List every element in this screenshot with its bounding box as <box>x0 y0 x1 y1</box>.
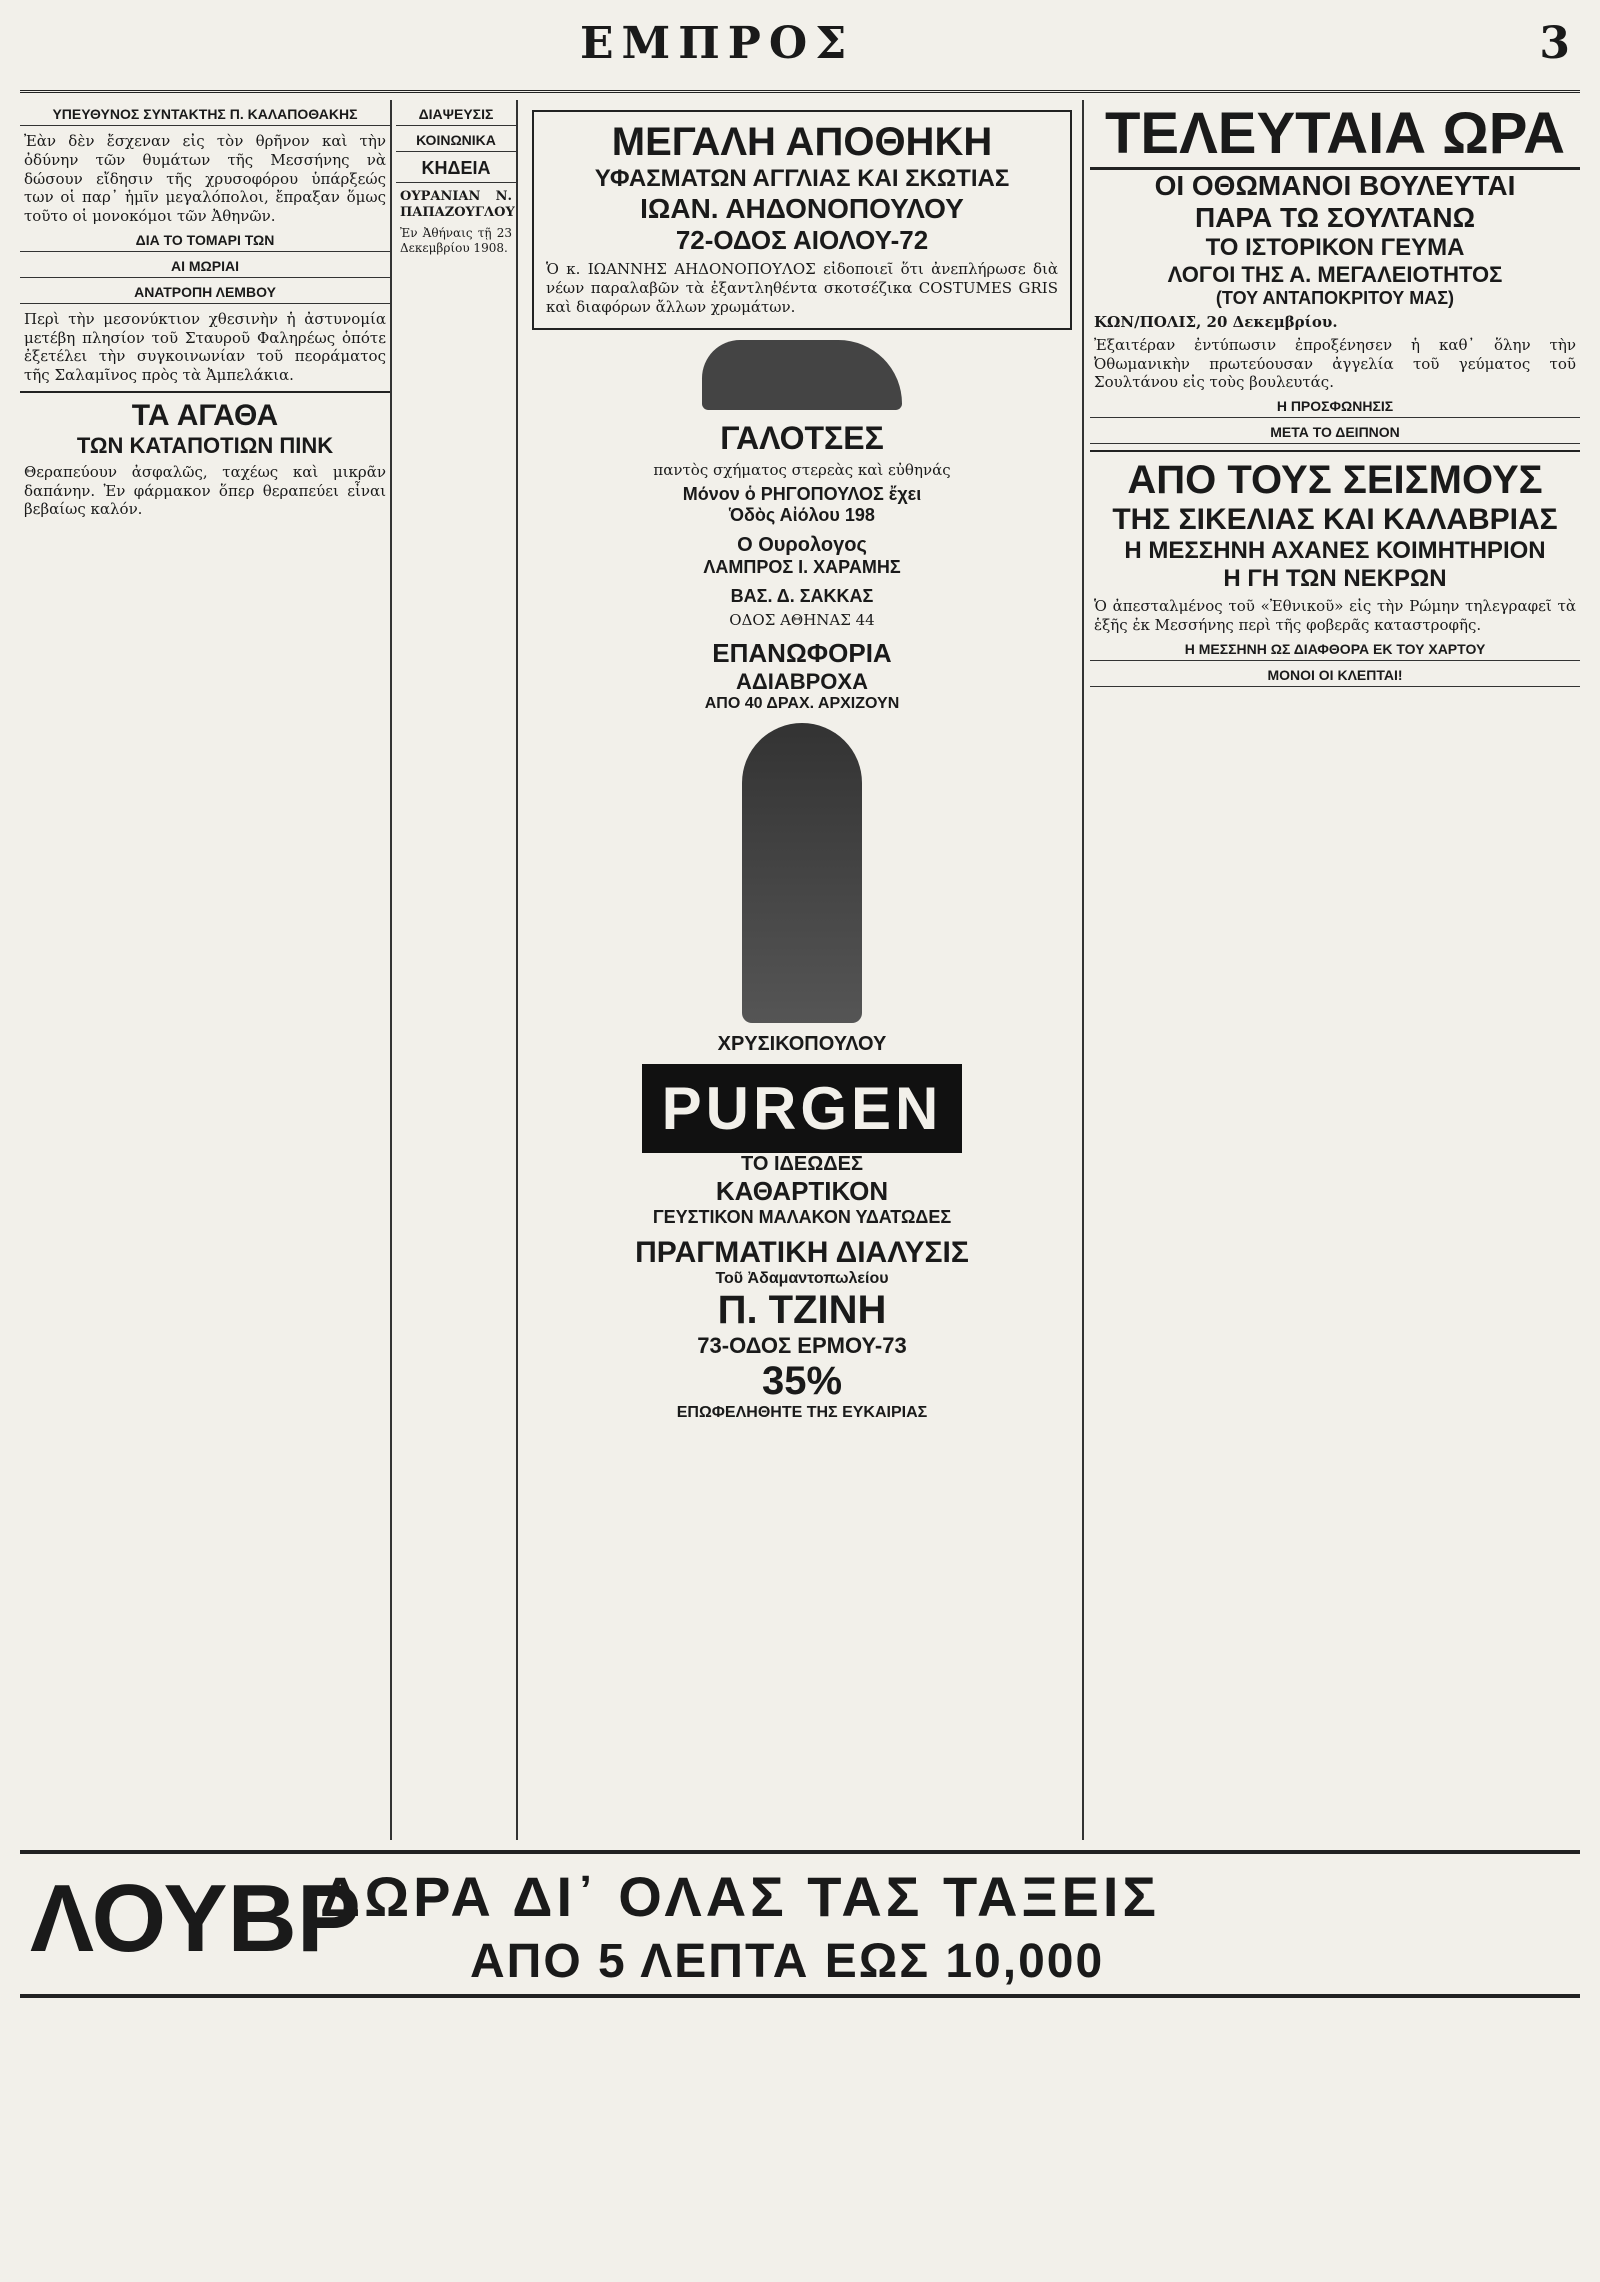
coat-price: ΑΠΟ 40 ΔΡΑΧ. ΑΡΧΙΖΟΥΝ <box>704 694 900 712</box>
editor-heading: ΥΠΕΥΘΥΝΟΣ ΣΥΝΤΑΚΤΗΣ Π. ΚΑΛΑΠΟΘΑΚΗΣ <box>20 106 390 126</box>
notice-date: Ἐν Ἀθήναις τῇ 23 Δεκεμβρίου 1908. <box>400 225 512 255</box>
coat-title: ΕΠΑΝΩΦΟΡΙΑ <box>712 637 892 668</box>
footer-line-2: ΑΠΟ 5 ΛΕΠΤΑ ΕΩΣ 10,000 <box>470 1935 1105 1988</box>
sale-address: 73-ΟΔΟΣ ΕΡΜΟΥ-73 <box>697 1332 907 1358</box>
coat-vendor: ΧΡΥΣΙΚΟΠΟΥΛΟΥ <box>717 1032 887 1055</box>
article-paragraph: Ὁ ἀπεσταλμένος τοῦ «Ἐθνικοῦ» εἰς τὴν Ρώμην τηλεγραφεῖ τὰ ἑξῆς ἐκ Μεσσήνης περὶ τῆς φοβερᾶς καταστροφῆς. <box>1094 597 1576 634</box>
newspaper-title: ΕΜΠΡΟΣ <box>580 18 855 69</box>
deceased-name: ΟΥΡΑΝΙΑΝ Ν. ΠΑΠΑΖΟΥΓΛΟΥ <box>400 189 515 221</box>
column-1 <box>20 100 392 1840</box>
section-subheading: ΑΙ ΜΩΡΙΑΙ <box>20 258 390 278</box>
headline: ΠΑΡΑ ΤΩ ΣΟΥΛΤΑΝΩ <box>1194 202 1476 233</box>
ad-title: ΤΩΝ ΚΑΤΑΠΟΤΙΩΝ ΠΙΝΚ <box>76 432 334 458</box>
louvre-logo: ΛΟΥΒΡ <box>30 1865 361 1972</box>
galoshes-advert <box>522 340 1082 526</box>
section-subheading: Η ΜΕΣΣΗΝΗ ΩΣ ΔΙΑΦΘΟΡΑ ΕΚ ΤΟΥ ΧΑΡΤΟΥ <box>1090 641 1580 661</box>
column-4 <box>1090 100 1580 1840</box>
headline: ΟΙ ΟΘΩΜΑΝΟΙ ΒΟΥΛΕΥΤΑΙ <box>1154 170 1516 201</box>
section-subheading: ΜΟΝΟΙ ΟΙ ΚΛΕΠΤΑΙ! <box>1090 667 1580 687</box>
purgen-tagline-2: ΚΑΘΑΡΤΙΚΟΝ <box>715 1175 889 1206</box>
store-body: Ὁ κ. ΙΩΑΝΝΗΣ ΑΗΔΟΝΟΠΟΥΛΟΣ εἰδοποιεῖ ὅτι ἀνεπλήρωσε διὰ νέων παραλαβῶν τὰ ἐξαντληθέντα σκοτσέζικα COSTUMES GRIS καὶ διαφόρων ἄλλων χρωμάτων. <box>546 260 1058 316</box>
urologist-title: Ο Ουρολογος <box>737 534 867 556</box>
sale-title: ΠΡΑΓΜΑΤΙΚΗ ΔΙΑΛΥΣΙΣ <box>635 1235 969 1269</box>
sale-subtitle: Τοῦ Ἀδαμαντοπωλείου <box>715 1269 889 1287</box>
galoshes-subtitle: παντὸς σχήματος στερεὰς καὶ εὐθηνάς <box>653 461 951 480</box>
purgen-subtitle: ΓΕΥΣΤΙΚΟΝ ΜΑΛΑΚΟΝ ΥΔΑΤΩΔΕΣ <box>652 1206 952 1227</box>
sakkas-advert <box>522 586 1082 630</box>
article-paragraph: Ἐξαιτέραν ἐντύπωσιν ἐπροξένησεν ἡ καθ᾽ ὅλην τὴν Ὀθωμανικὴν πρωτεύουσαν ἀγγελία τοῦ γεύματος τοῦ Σουλτάνου εἰς τοὺς βουλευτάς. <box>1094 335 1576 392</box>
headline: ΛΟΓΟΙ ΤΗΣ Α. ΜΕΓΑΛΕΙΟΤΗΤΟΣ <box>1167 262 1503 287</box>
quake-headline: Η ΜΕΣΣΗΝΗ ΑΧΑΝΕΣ ΚΟΙΜΗΤΗΡΙΟΝ <box>1124 537 1546 564</box>
shoe-illustration <box>702 340 902 410</box>
footer-line-1: ΔΩΡΑ ΔΙ᾽ ΟΛΑΣ ΤΑΣ ΤΑΞΕΙΣ <box>320 1865 1160 1928</box>
sakkas-name: ΒΑΣ. Δ. ΣΑΚΚΑΣ <box>730 586 874 606</box>
galoshes-address: Ὁδὸς Αἰόλου 198 <box>729 505 875 525</box>
page-number: 3 <box>1539 18 1570 69</box>
quake-headline: Η ΓΗ ΤΩΝ ΝΕΚΡΩΝ <box>1223 565 1447 592</box>
ad-title: ΤΑ ΑΓΑΘΑ <box>131 398 279 432</box>
doctor-name: ΛΑΜΠΡΟΣ Ι. ΧΑΡΑΜΗΣ <box>703 557 901 577</box>
column-3 <box>522 100 1084 1840</box>
headline: ΤΟ ΙΣΤΟΡΙΚΟΝ ΓΕΥΜΑ <box>1205 234 1465 261</box>
quake-headline: ΤΗΣ ΣΙΚΕΛΙΑΣ ΚΑΙ ΚΑΛΑΒΡΙΑΣ <box>1112 503 1558 536</box>
store-owner: ΙΩΑΝ. ΑΗΔΟΝΟΠΟΥΛΟΥ <box>640 193 964 224</box>
section-subheading: ΜΕΤΑ ΤΟ ΔΕΙΠΝΟΝ <box>1090 424 1580 444</box>
purgen-logo: PURGEN <box>642 1064 963 1153</box>
urologist-advert <box>522 534 1082 578</box>
sale-cta: ΕΠΩΦΕΛΗΘΗΤΕ ΤΗΣ ΕΥΚΑΙΡΙΑΣ <box>676 1403 928 1421</box>
dateline: ΚΩΝ/ΠΟΛΙΣ, 20 Δεκεμβρίου. <box>1094 313 1338 331</box>
sale-name: Π. ΤΖΙΝΗ <box>717 1287 887 1332</box>
store-advert <box>532 110 1072 330</box>
headline: (ΤΟΥ ΑΝΤΑΠΟΚΡΙΤΟΥ ΜΑΣ) <box>1215 288 1455 308</box>
sale-percent: 35% <box>761 1358 843 1403</box>
galoshes-vendor: Μόνον ὁ ΡΗΓΟΠΟΥΛΟΣ ἔχει <box>682 484 922 504</box>
purgen-advert <box>522 1064 1082 1228</box>
coat-advert <box>522 638 1082 1056</box>
banner-headline: ΤΕΛΕΥΤΑΙΑ ΩΡΑ <box>1090 100 1580 170</box>
section-heading: ΚΟΙΝΩΝΙΚΑ <box>396 132 516 152</box>
column-2 <box>396 100 518 1840</box>
article-paragraph: Περὶ τὴν μεσονύκτιον χθεσινὴν ἡ ἀστυνομία μετέβη πλησίον τοῦ Σταυροῦ Φαληρέως ὁπότε ἐξετέλει τὴν συγκοινωνίαν τοῦ πεοράματος τῆς Σαλαμῖνος πρὸς τὰ Ἀμπελάκια. <box>24 309 386 384</box>
store-title: ΜΕΓΑΛΗ ΑΠΟΘΗΚΗ <box>611 120 993 164</box>
quake-headline: ΑΠΟ ΤΟΥΣ ΣΕΙΣΜΟΥΣ <box>1127 458 1543 502</box>
sakkas-address: ΟΔΟΣ ΑΘΗΝΑΣ 44 <box>729 611 875 629</box>
ad-body: Θεραπεύουν ἀσφαλῶς, ταχέως καὶ μικρᾶν δαπάνην. Ἐν φάρμακον ὅπερ θεραπεύει εἶναι βεβαίως καλόν. <box>24 462 386 519</box>
masthead <box>20 10 1580 93</box>
sale-advert <box>522 1236 1082 1422</box>
section-subheading: ΔΙΑ ΤΟ ΤΟΜΑΡΙ ΤΩΝ <box>20 232 390 252</box>
store-address: 72-ΟΔΟΣ ΑΙΟΛΟΥ-72 <box>675 225 929 255</box>
funeral-heading: ΚΗΔΕΙΑ <box>396 158 516 183</box>
purgen-tagline: ΤΟ ΙΔΕΩΔΕΣ <box>741 1152 863 1175</box>
store-subtitle: ΥΦΑΣΜΑΤΩΝ ΑΓΓΛΙΑΣ ΚΑΙ ΣΚΩΤΙΑΣ <box>594 165 1010 192</box>
section-heading: ΔΙΑΨΕΥΣΙΣ <box>396 106 516 126</box>
galoshes-title: ΓΑΛΟΤΣΕΣ <box>720 420 884 457</box>
section-subheading: Η ΠΡΟΣΦΩΝΗΣΙΣ <box>1090 398 1580 418</box>
article-paragraph: Ἐὰν δὲν ἔσχεναν εἰς τὸν θρῆνον καὶ τὴν ὀδύνην τῶν θυμάτων τῆς Μεσσήνης νὰ δώσουν εἴδησιν τῆς χρυσοφόρου ὑπάρξεώς των οἱ παρ᾽ ἡμῖν μεγαλόπολοι, ἔπραξαν ὅμως τοῦτο οἱ μονοκόμοι τῶν Ἀθηνῶν. <box>24 132 386 225</box>
coat-illustration <box>742 723 862 1023</box>
coat-subtitle: ΑΔΙΑΒΡΟΧΑ <box>736 668 868 694</box>
footer-advert <box>20 1850 1580 1998</box>
section-subheading: ΑΝΑΤΡΟΠΗ ΛΕΜΒΟΥ <box>20 284 390 304</box>
